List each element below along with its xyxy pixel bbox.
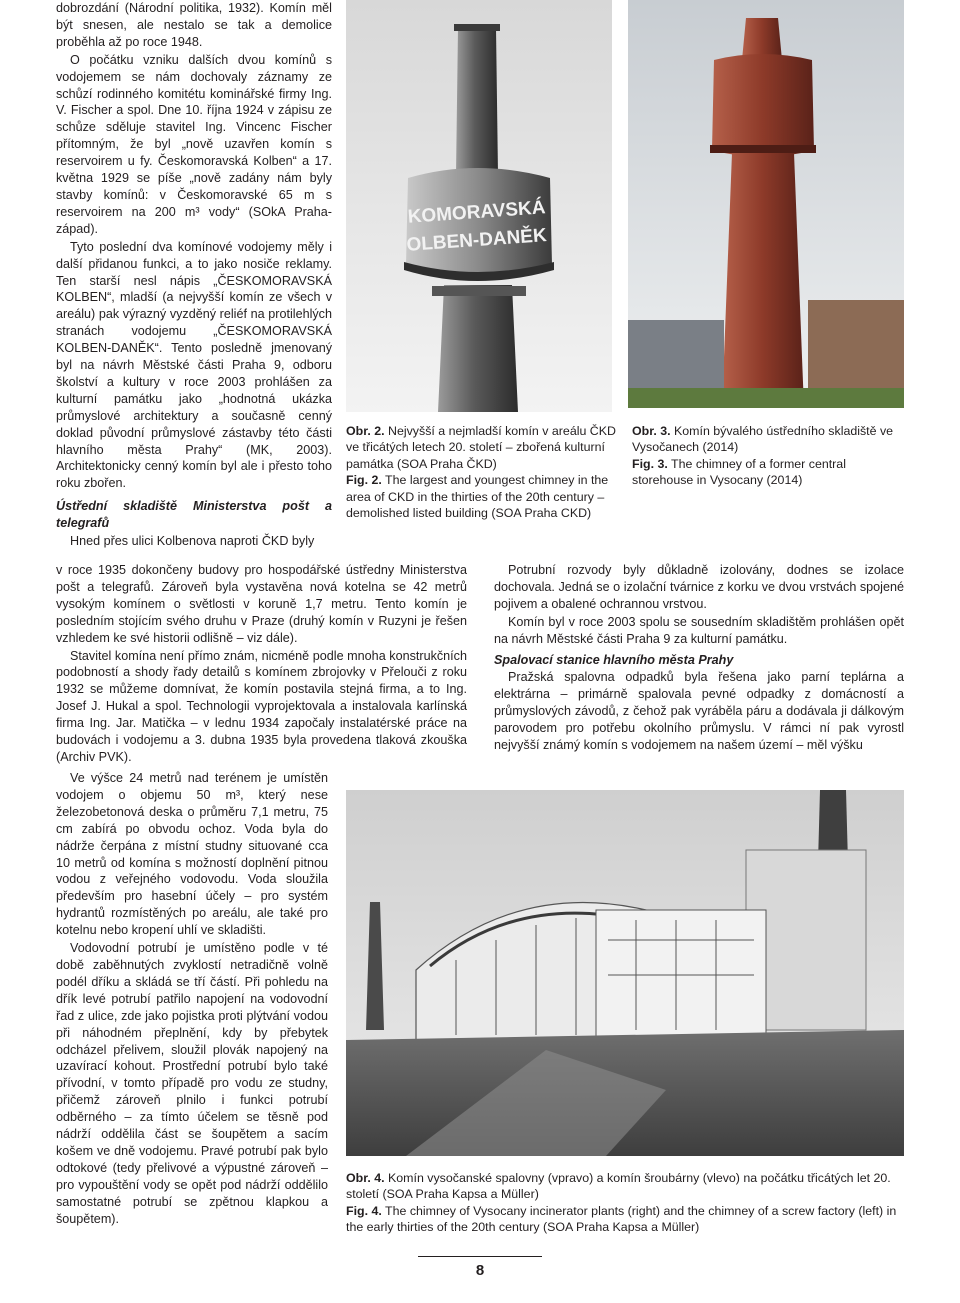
- caption-english: [346, 472, 616, 521]
- paragraph: dobrozdání (Národní politika, 1932). Komín měl být snesen, ale nestalo se tak a demolice proběhla až po roce 1948.: [56, 1, 332, 49]
- photo-vysocany-chimney: [628, 0, 904, 408]
- section-heading: Spalovací stanice hlavního města Prahy: [494, 652, 734, 667]
- caption-figure-3: [632, 423, 904, 489]
- column-left-bottom: [56, 770, 328, 1227]
- caption-text: The chimney of a former central storehouse in Vysocany (2014): [632, 456, 846, 488]
- photo-ckd-chimney: [346, 0, 612, 412]
- paragraph: Potrubní rozvody byly důkladně izolovány, dodnes se izolace dochovala. Jedná se o izolační tvárnice z korku ve dvou vrstvách spojené pojivem a obalené ochrannou vrstvou.: [494, 563, 904, 611]
- caption-figure-4: [346, 1170, 906, 1236]
- caption-english: [632, 456, 904, 489]
- caption-label: Fig. 3.: [632, 456, 668, 471]
- paragraph: Vodovodní potrubí je umístěno podle v té době zaběhnutých zvyklostí netradičně volně podél dříku a skládá se tří částí. Při pohledu na dřík levé potrubí patřilo napojení na vodovodní řad z ulice, zde jako pojistka proti plýtvání vodou při náhodném přeplnění, kdy by přebytek odcházel přelivem, sloužil plovák napojený na uzavírací kohout. Prostřední potrubí bylo také přívodní, v tomto případě pro vodu ze studny, přičemž zároveň plnilo i funkci potrubí odběrného – za tímto účelem se těsně pod nádrží oddělila část se šoupětem a sacím košem ve dně vodojemu. Pravé potrubí pak bylo odtokové (tedy přelivové a výpustné zároveň – pro vypouštění vody se opět pod nádrží oddělilo samostatné potrubí se zpětnou klapkou a šoupětem).: [56, 941, 328, 1226]
- paragraph: Hned přes ulici Kolbenova naproti ČKD byly: [70, 534, 315, 549]
- caption-text: Nejvyšší a nejmladší komín v areálu ČKD ve třicátých letech 20. století – zbořená kulturní památka (SOA Praha ČKD): [346, 424, 616, 471]
- caption-label: Fig. 4.: [346, 1203, 382, 1218]
- paragraph: v roce 1935 dokončeny budovy pro hospodářské ústředny Ministerstva pošt a telegrafů. Zároveň byla vystavěna nová kotelna se 42 metrů vysokým komínem o světlosti v koruně 1,7 metru. Tento komín je posledním stojícím svého druhu v Praze (druhý komín v Ruzyni je řešen vzhledem ke své historii odlišně – viz dále).: [56, 563, 467, 645]
- page-number: 8: [475, 1262, 485, 1279]
- caption-figure-2: [346, 423, 616, 521]
- caption-czech: [346, 423, 616, 472]
- photo-incinerator-plant: [346, 790, 904, 1156]
- paragraph: Tyto poslední dva komínové vodojemy měly i další přidanou funkci, a to jako nosiče reklamy. Ten starší nesl nápis „ČESKOMORAVSKÁ KOLBEN“, mladší (a nejvyšší komín ze všech v areálu) pak výrazný vyzděný reliéf na protilehlých stranách vodojemu „ČESKOMORAVSKÁ KOLBEN-DANĚK“. Tento posledně jmenovaný byl na návrh Městské části Praha 9, odboru školství a kultury v roce 2003 prohlášen za kulturní památku jako „hodnotná ukázka průmyslové architektury a současně cenný doklad původní průmyslové zástavby této části hlavního města Prahy“ (MK, 2003). Architektonicky cenný komín byl ale i přesto toho roku zbořen.: [56, 239, 332, 491]
- paragraph: O počátku vzniku dalších dvou komínů s vodojemem se nám dochovaly záznamy ze schůzí rodinného komitétu kominářské firmy Ing. V. Fischer a spol. Dne 10. října 1924 v zápisu ze schůze sděluje stavitel Ing. Vincenc Fischer přítomným, že byl „nově uzavřen komín s reservoirem u fy. Českomoravská Kolben“ a 17. května 1929 se píše „nově zadány nám byly stavby komínů: v Českomoravské 65 m s reservoirem na 200 m³ vody“ (SOkA Praha-západ).: [56, 52, 332, 236]
- caption-czech: [346, 1170, 906, 1203]
- sign-text-bottom: OLBEN-DANĚK: [405, 225, 548, 256]
- paragraph: Pražská spalovna odpadků byla řešena jako parní teplárna a elektrárna – primárně spalovala pevné odpadky z domácností a průmyslových závodů, z čehož pak vyráběla páru a dodávala ji dálkovým parovodem pro potřebu okolního průmyslu. V rámci ní pak vyrostl nejvyšší známý komín s vodojemem na našem území – měl výšku: [494, 670, 904, 753]
- caption-english: [346, 1203, 906, 1236]
- paragraph: Ve výšce 24 metrů nad terénem je umístěn vodojem o objemu 50 m³, který nese železobetonová deska o průměru 7,1 metru, 75 cm zabírá po obvodu ochoz. Voda byla do nádrže čerpána z místní studny situované cca 10 metrů od komína s možností doplnění pitnou vodou z veřejného vodovodu. Voda sloužila především pro hasební účely – pro systém hydrantů rozmístěných po areálu, ale také pro kotelnu nebo kropení uhlí ve skladišti.: [56, 771, 328, 938]
- paragraph: Komín byl v roce 2003 spolu se sousedním skladištěm prohlášen opět na návrh Městské části Praha 9 za kulturní památku.: [494, 614, 904, 646]
- column-left-wide: [56, 562, 467, 766]
- caption-czech: [632, 423, 904, 456]
- caption-text: Komín vysočanské spalovny (vpravo) a komín šroubárny (vlevo) na počátku třicátých let 20. století (SOA Praha Kapsa a Müller): [346, 1171, 891, 1202]
- footer-rule: [418, 1256, 542, 1257]
- caption-label: Fig. 2.: [346, 473, 382, 488]
- section-heading: Ústřední skladiště Ministerstva pošt a telegrafů: [56, 499, 332, 531]
- column-left-top: [56, 0, 332, 550]
- caption-label: Obr. 4.: [346, 1171, 385, 1185]
- caption-text: Komín bývalého ústředního skladiště ve Vysočanech (2014): [632, 424, 894, 455]
- paragraph: Stavitel komína není přímo znám, nicméně podle mnoha konstrukčních podobností a shody řady detailů s komínem zbrojovky v Přelouči z roku 1932 se můžeme domnívat, že komín postavila stejná firma, a to Ing. Josef J. Hukal a spol. Technologii vyprojektovala a instalovala karlínská firma Ing. Jar. Matička – v lednu 1934 započaly instalatérské práce na budovách i vodojemu a 3. dubna 1935 byla provedena tlaková zkouška (Archiv PVK).: [56, 648, 467, 764]
- column-right: [494, 562, 904, 754]
- caption-text: The largest and youngest chimney in the area of CKD in the thirties of the 20th century – demolished listed building (SOA Praha CKD): [346, 473, 609, 521]
- caption-label: Obr. 2.: [346, 424, 385, 438]
- caption-text: The chimney of Vysocany incinerator plants (right) and the chimney of a screw factory (left) in the early thirties of the 20th century (SOA Praha Kapsa a Müller): [346, 1203, 897, 1235]
- sign-text-top: KOMORAVSKÁ: [407, 197, 547, 228]
- caption-label: Obr. 3.: [632, 424, 671, 438]
